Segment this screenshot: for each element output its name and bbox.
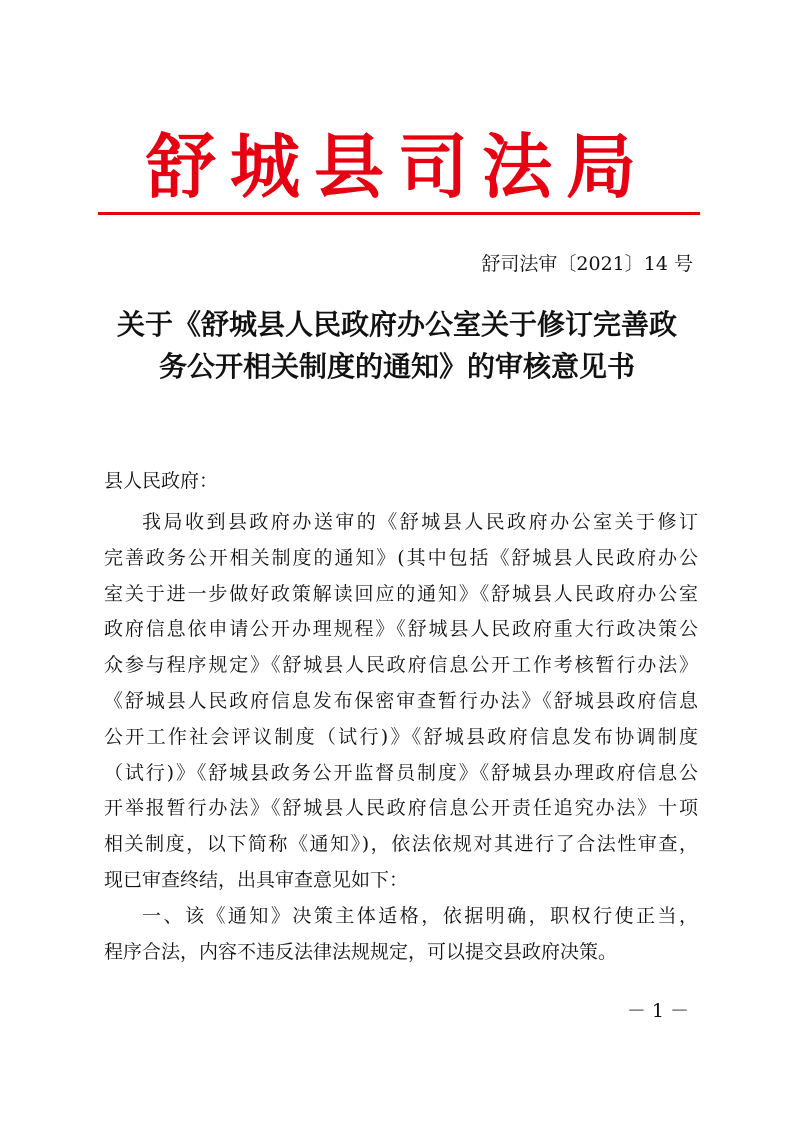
- letterhead-red-rule: [98, 212, 700, 215]
- body-line: 一、该《通知》决策主体适格，依据明确，职权行使正当，: [142, 904, 698, 927]
- title-line-1: 关于《舒城县人民政府办公室关于修订完善政: [116, 308, 677, 341]
- body-line: 室关于进一步做好政策解读回应的通知》《舒城县人民政府办公室: [104, 582, 698, 605]
- document-title: [96, 304, 698, 388]
- body-text: [104, 505, 698, 970]
- body-line: 众参与程序规定》《舒城县人民政府信息公开工作考核暂行办法》: [104, 654, 698, 677]
- body-line: 开举报暂行办法》《舒城县人民政府信息公开责任追究办法》十项: [104, 797, 698, 820]
- body-line: 政府信息依申请公开办理规程》《舒城县人民政府重大行政决策公: [104, 618, 698, 641]
- body-line: 完善政务公开相关制度的通知》(其中包括《舒城县人民政府办公: [104, 546, 698, 569]
- page-number: － 1 －: [626, 1000, 689, 1022]
- document-number: 舒司法审〔2021〕14 号: [481, 253, 693, 275]
- title-line-2: 务公开相关制度的通知》的审核意见书: [158, 350, 635, 383]
- body-line: 相关制度，以下简称《通知》)，依法依规对其进行了合法性审查，: [104, 833, 698, 856]
- body-line: （试行)》《舒城县政务公开监督员制度》《舒城县办理政府信息公: [104, 761, 698, 784]
- body-line: 《舒城县人民政府信息发布保密审查暂行办法》《舒城县政府信息: [104, 689, 698, 712]
- letterhead-org-name: 舒城县司法局: [146, 125, 650, 208]
- body-line: 现已审查终结，出具审查意见如下：: [104, 868, 409, 891]
- salutation: 县人民政府：: [104, 470, 219, 492]
- body-line: 我局收到县政府办送审的《舒城县人民政府办公室关于修订: [142, 511, 698, 533]
- body-line: 公开工作社会评议制度（试行)》《舒城县政府信息发布协调制度: [104, 725, 698, 748]
- body-line: 程序合法，内容不违反法律法规规定，可以提交县政府决策。: [104, 940, 618, 963]
